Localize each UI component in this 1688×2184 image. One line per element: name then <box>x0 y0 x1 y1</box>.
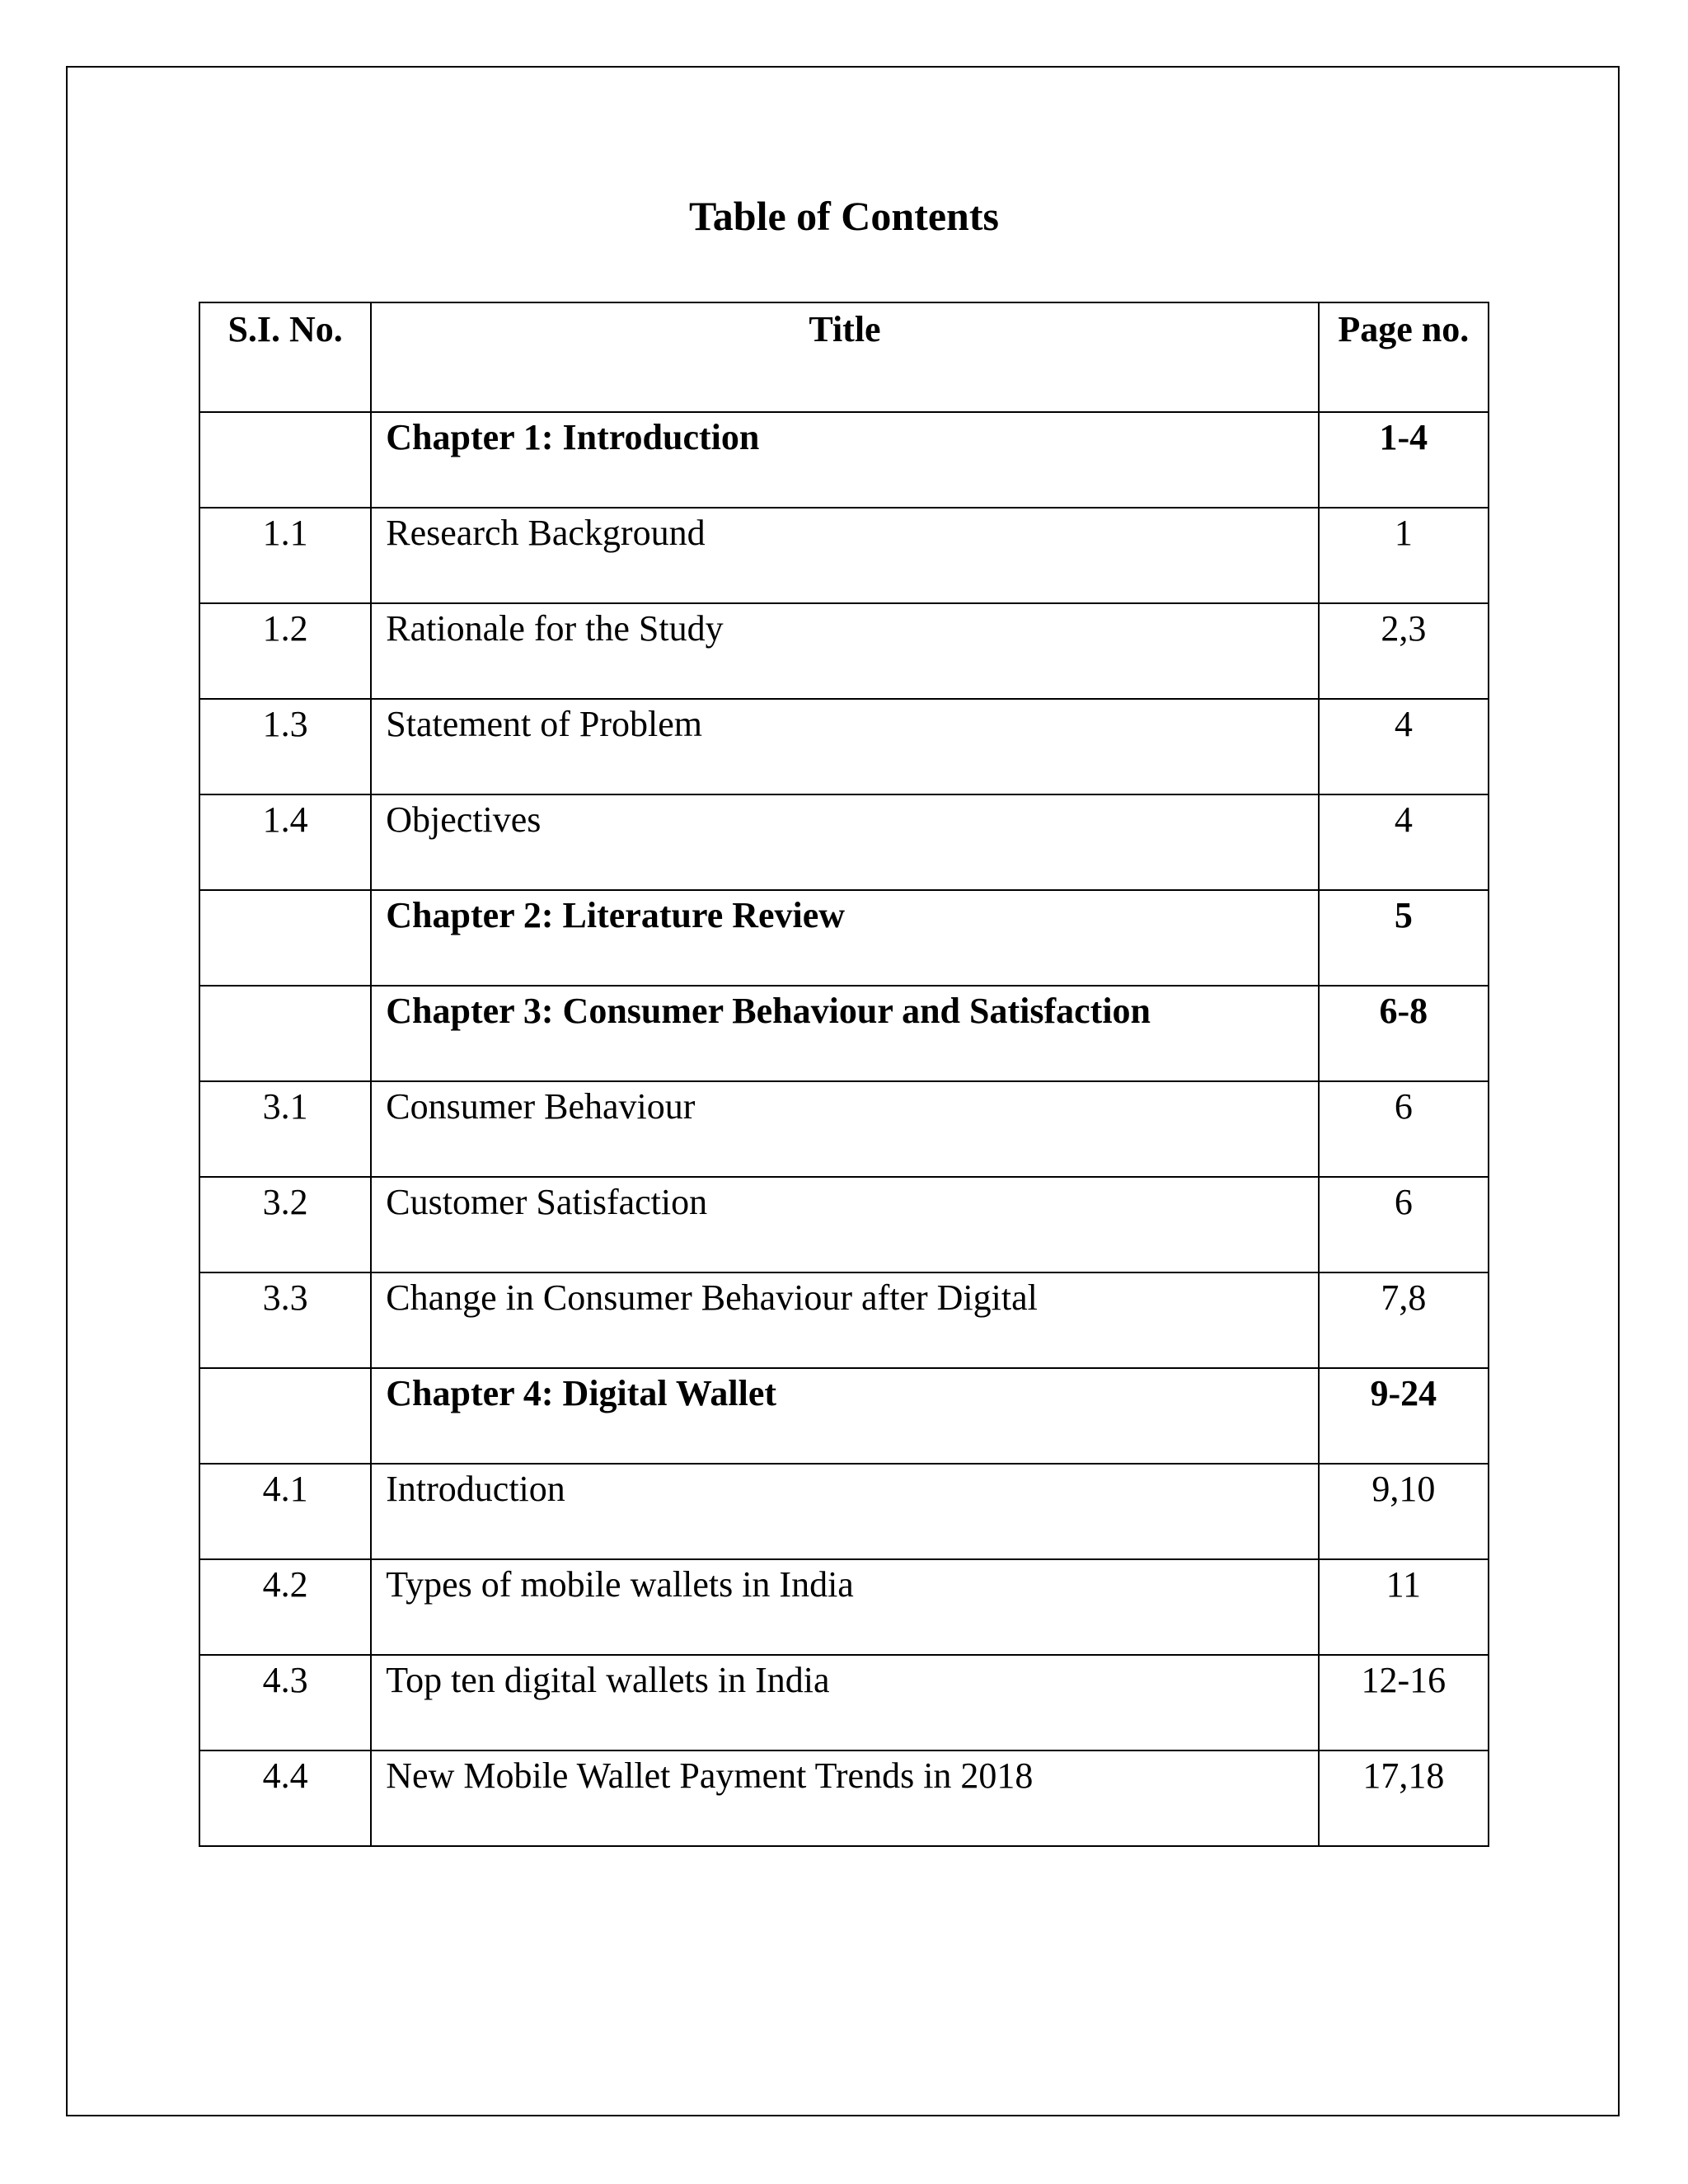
section-number <box>199 986 371 1081</box>
section-title: Consumer Behaviour <box>371 1081 1318 1177</box>
chapter-row <box>199 890 1489 986</box>
section-title: Statement of Problem <box>371 699 1318 794</box>
chapter-title: Chapter 1: Introduction <box>371 412 1318 508</box>
section-row <box>199 699 1489 794</box>
header-page-no: Page no. <box>1319 302 1489 412</box>
section-row <box>199 1464 1489 1559</box>
section-number: 3.1 <box>199 1081 371 1177</box>
page-number: 2,3 <box>1319 603 1489 699</box>
section-number: 1.4 <box>199 794 371 890</box>
section-row <box>199 794 1489 890</box>
section-title: Introduction <box>371 1464 1318 1559</box>
section-row <box>199 1655 1489 1750</box>
table-of-contents <box>199 302 1489 1847</box>
page-number: 11 <box>1319 1559 1489 1655</box>
section-number: 3.2 <box>199 1177 371 1272</box>
section-row <box>199 1081 1489 1177</box>
section-row <box>199 1559 1489 1655</box>
page-number: 12-16 <box>1319 1655 1489 1750</box>
chapter-row <box>199 412 1489 508</box>
section-number: 4.1 <box>199 1464 371 1559</box>
section-number: 3.3 <box>199 1272 371 1368</box>
section-number: 4.4 <box>199 1750 371 1846</box>
section-title: Top ten digital wallets in India <box>371 1655 1318 1750</box>
section-title: Objectives <box>371 794 1318 890</box>
section-title: Types of mobile wallets in India <box>371 1559 1318 1655</box>
section-number: 1.3 <box>199 699 371 794</box>
page-number: 4 <box>1319 699 1489 794</box>
table-body <box>199 412 1489 1846</box>
header-title: Title <box>371 302 1318 412</box>
page-number: 6-8 <box>1319 986 1489 1081</box>
section-title: Customer Satisfaction <box>371 1177 1318 1272</box>
section-number: 1.1 <box>199 508 371 603</box>
page-number: 5 <box>1319 890 1489 986</box>
table-header-row <box>199 302 1489 412</box>
page-number: 1-4 <box>1319 412 1489 508</box>
section-row <box>199 1272 1489 1368</box>
section-title: Change in Consumer Behaviour after Digital <box>371 1272 1318 1368</box>
section-number: 4.2 <box>199 1559 371 1655</box>
section-row <box>199 603 1489 699</box>
section-number: 4.3 <box>199 1655 371 1750</box>
chapter-row <box>199 1368 1489 1464</box>
section-title: New Mobile Wallet Payment Trends in 2018 <box>371 1750 1318 1846</box>
section-row <box>199 1177 1489 1272</box>
section-row <box>199 1750 1489 1846</box>
section-number <box>199 412 371 508</box>
page-number: 17,18 <box>1319 1750 1489 1846</box>
page-number: 4 <box>1319 794 1489 890</box>
page-title: Table of Contents <box>689 193 999 239</box>
page-number: 7,8 <box>1319 1272 1489 1368</box>
chapter-title: Chapter 2: Literature Review <box>371 890 1318 986</box>
page-number: 9-24 <box>1319 1368 1489 1464</box>
section-title: Rationale for the Study <box>371 603 1318 699</box>
page-number: 1 <box>1319 508 1489 603</box>
section-number <box>199 890 371 986</box>
section-number: 1.2 <box>199 603 371 699</box>
chapter-title: Chapter 4: Digital Wallet <box>371 1368 1318 1464</box>
section-row <box>199 508 1489 603</box>
section-title: Research Background <box>371 508 1318 603</box>
chapter-row <box>199 986 1489 1081</box>
page-number: 9,10 <box>1319 1464 1489 1559</box>
page-number: 6 <box>1319 1081 1489 1177</box>
header-sl-no: S.I. No. <box>199 302 371 412</box>
page-number: 6 <box>1319 1177 1489 1272</box>
section-number <box>199 1368 371 1464</box>
chapter-title: Chapter 3: Consumer Behaviour and Satisfaction <box>371 986 1318 1081</box>
